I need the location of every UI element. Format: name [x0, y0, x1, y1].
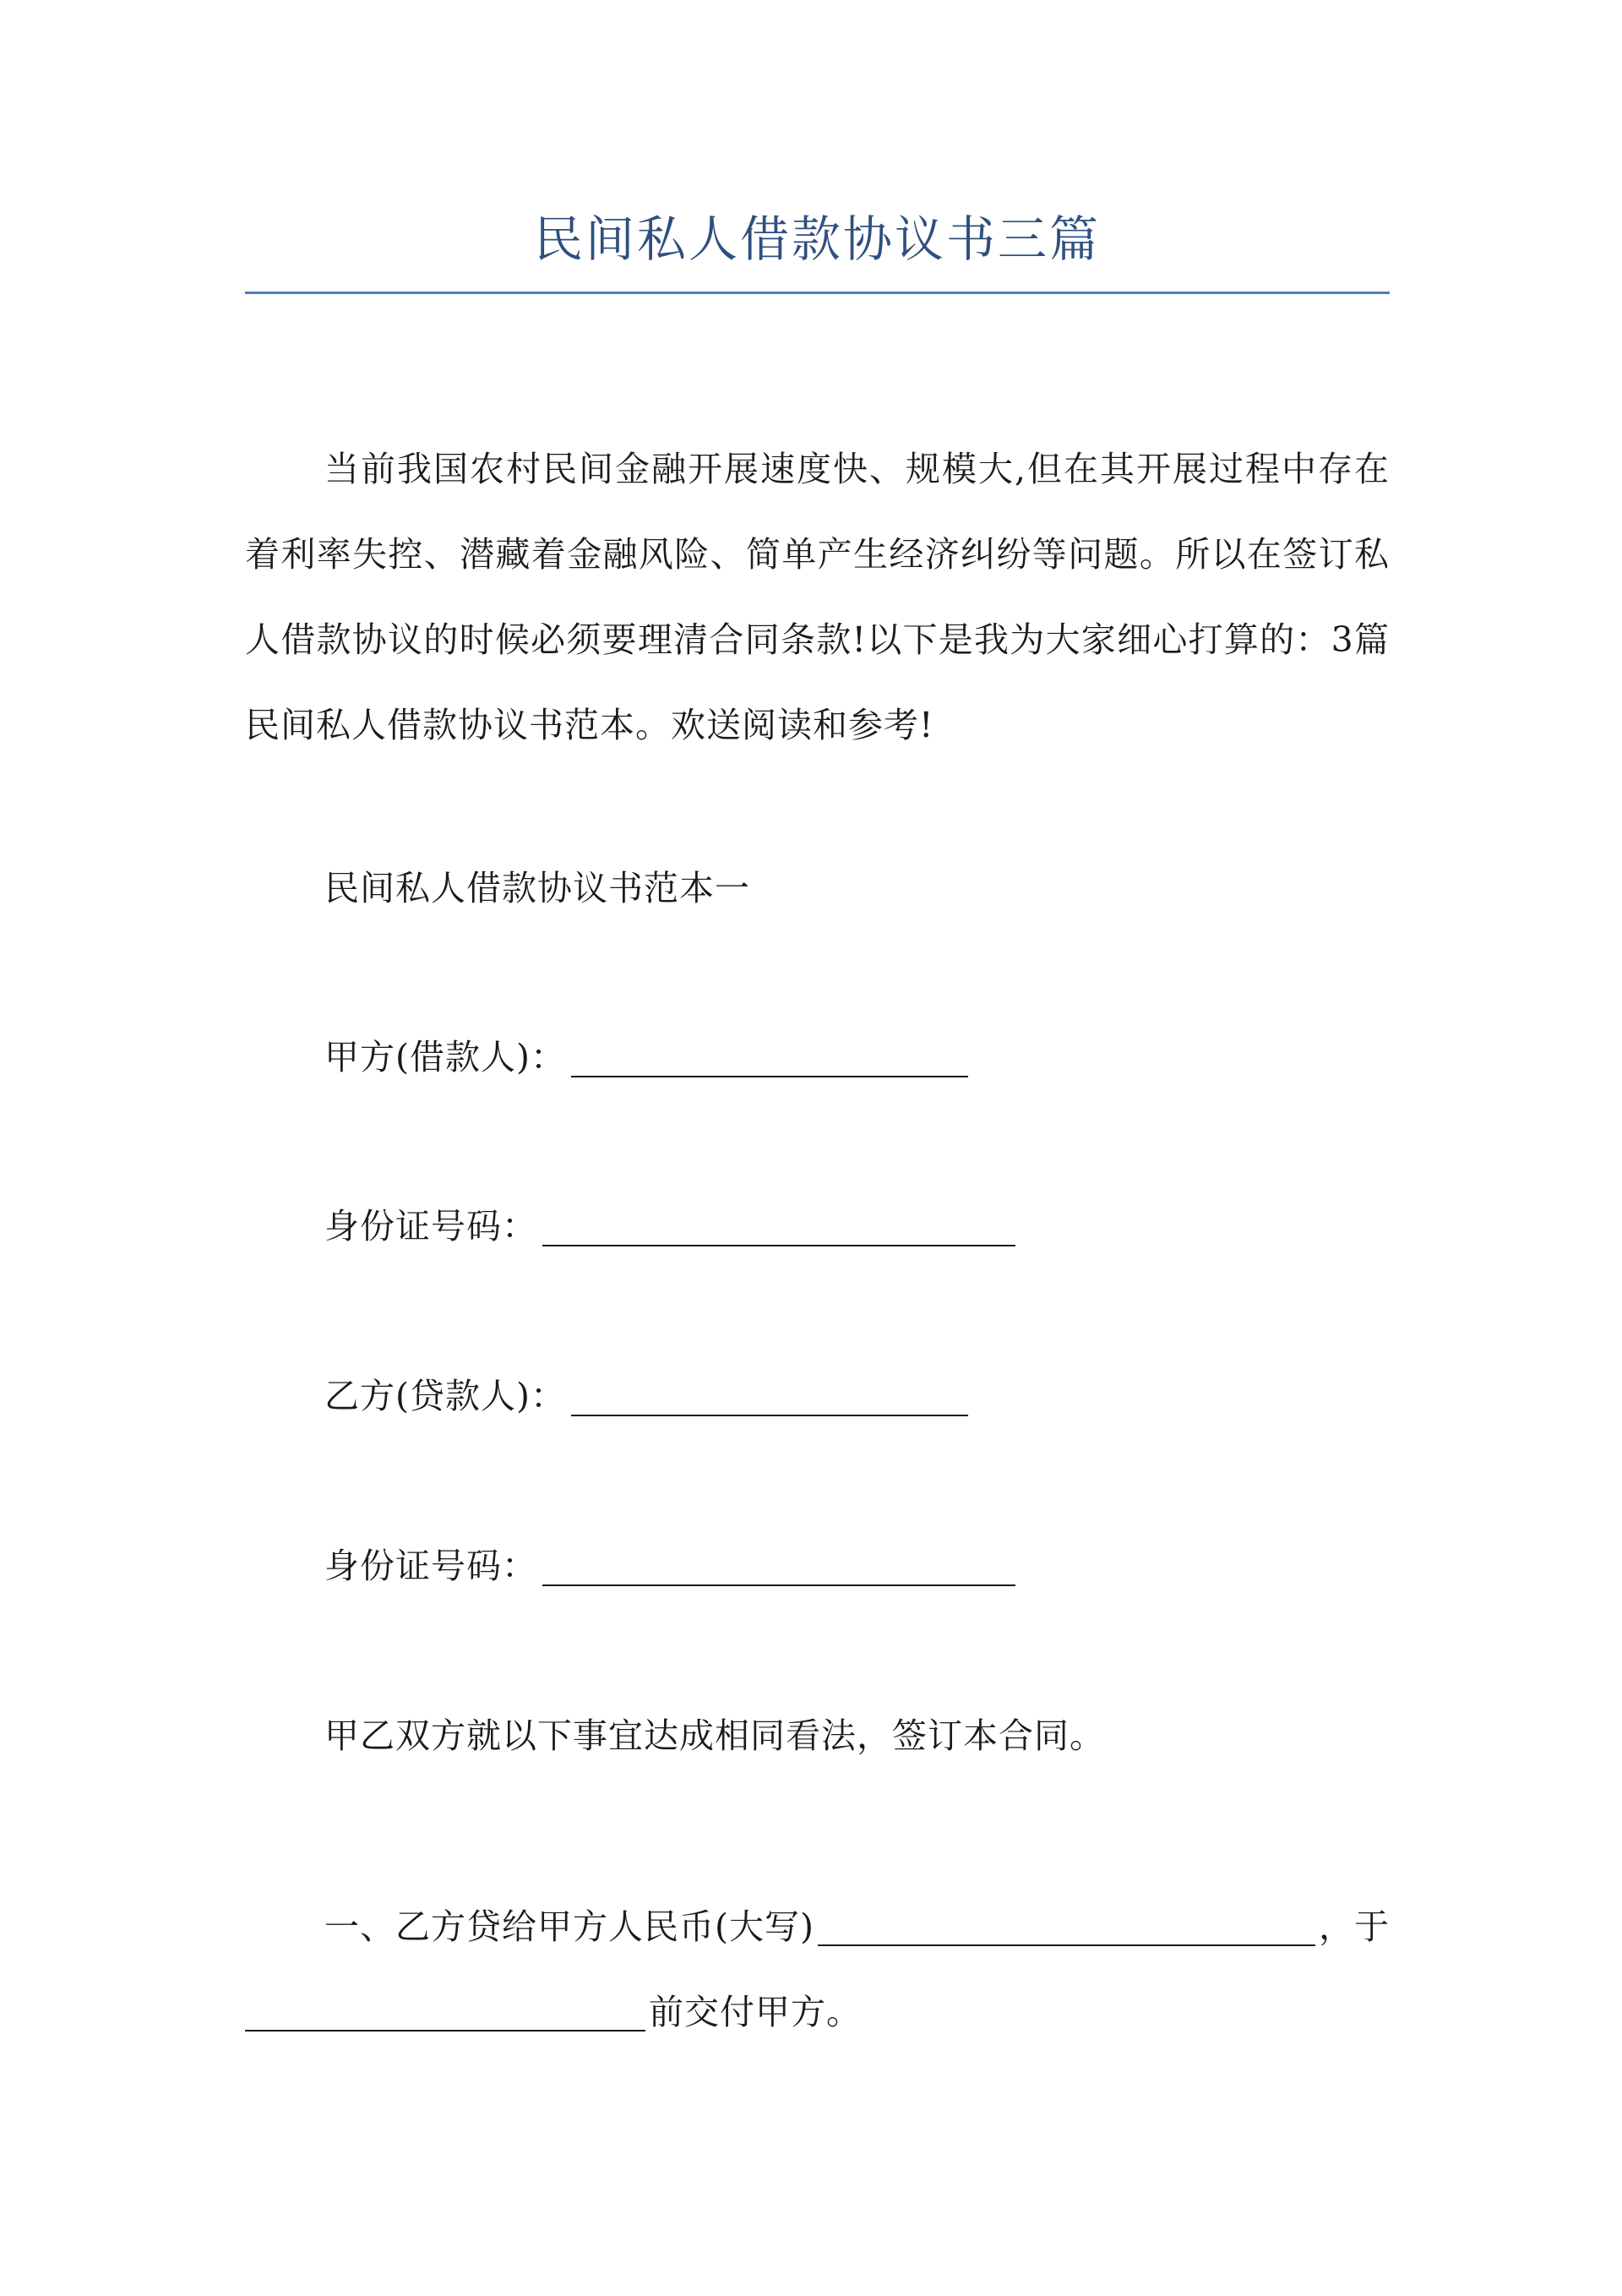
clause-one-line-1 [245, 1884, 1390, 1970]
clause-one-suffix: 前交付甲方。 [649, 1992, 862, 2032]
clause-one-middle: ，于 [1319, 1906, 1390, 1947]
party-b-label: 乙方(贷款人)： [324, 1376, 566, 1416]
delivery-date-blank[interactable] [245, 2030, 645, 2031]
loan-amount-blank[interactable] [818, 1944, 1315, 1946]
party-a-id-blank[interactable] [542, 1209, 1015, 1246]
party-b-name-blank[interactable] [571, 1379, 968, 1416]
clause-one-prefix: 一、乙方贷给甲方人民币(大写) [324, 1906, 814, 1947]
document-title: 民间私人借款协议书三篇 [533, 210, 1101, 268]
party-a-name-blank[interactable] [571, 1040, 968, 1077]
clause-one-line-2 [245, 1970, 1390, 2055]
party-b-row [324, 1371, 968, 1421]
title-divider [245, 292, 1390, 294]
party-a-id-row [324, 1201, 1015, 1252]
party-a-id-label: 身份证号码： [324, 1206, 537, 1246]
party-a-row [324, 1032, 968, 1083]
clause-one [245, 1884, 1390, 2055]
party-b-id-row [324, 1541, 1015, 1591]
party-b-id-blank[interactable] [542, 1549, 1015, 1586]
agreement-statement: 甲乙双方就以下事宜达成相同看法，签订本合同。 [324, 1715, 1105, 1756]
section-heading: 民间私人借款协议书范本一 [324, 868, 750, 908]
party-b-id-label: 身份证号码： [324, 1546, 537, 1586]
party-a-label: 甲方(借款人)： [324, 1037, 566, 1077]
intro-paragraph: 当前我国农村民间金融开展速度快、规模大,但在其开展过程中存在着利率失控、潜藏着金融风险、简单产生经济纠纷等问题。所以在签订私人借款协议的时候必须要理清合同条款!以下是我为大家细心打算的：3篇民间私人借款协议书范本。欢送阅读和参考! [245, 449, 1390, 745]
